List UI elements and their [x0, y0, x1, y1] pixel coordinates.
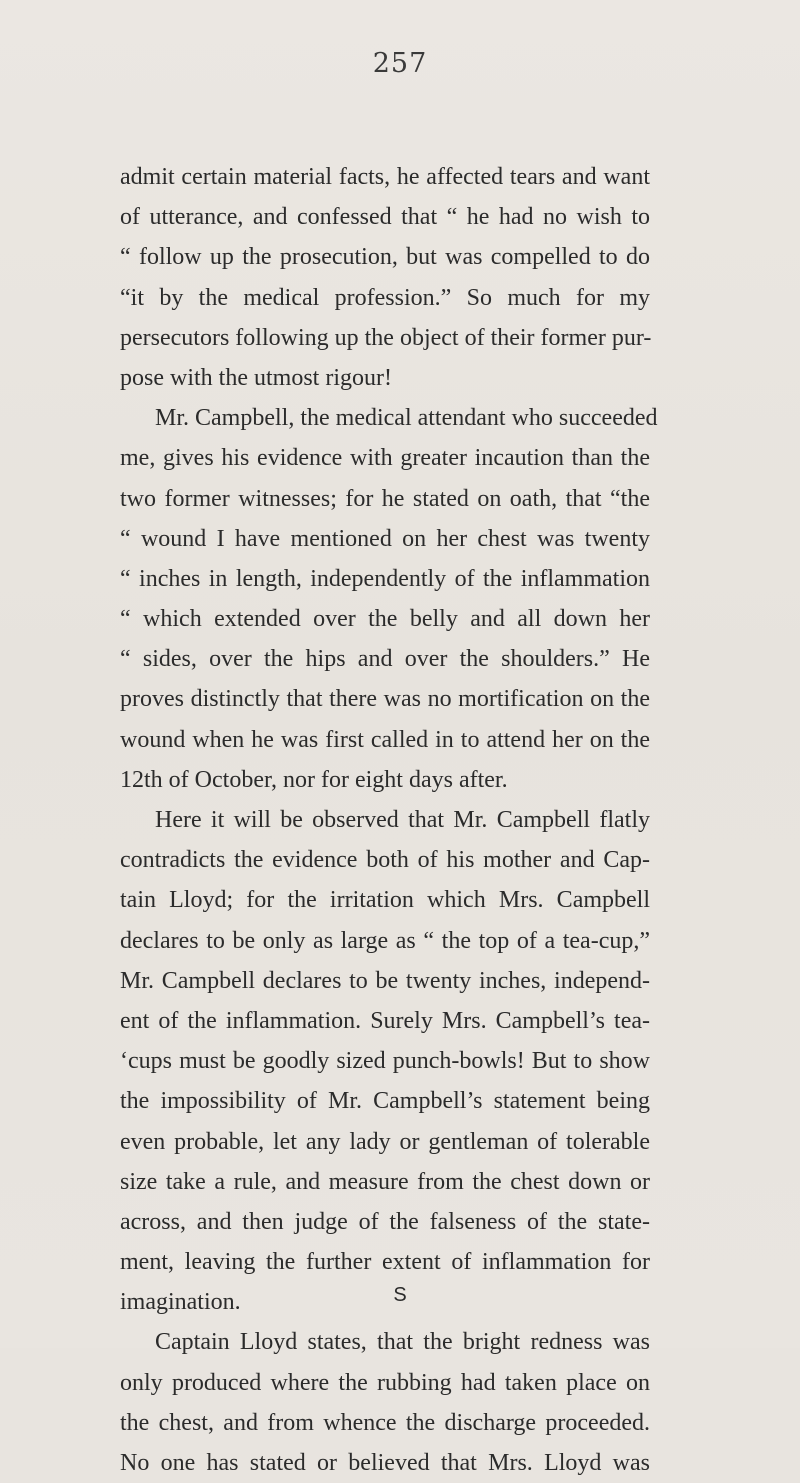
- text-line: imagination.: [120, 1289, 241, 1316]
- text-line: declares to be only as large as “ the top of a tea-cup,”: [120, 927, 650, 954]
- text-line: ment, leaving the further extent of inflammation for: [120, 1249, 650, 1276]
- text-line: Captain Lloyd states, that the bright redness was: [155, 1329, 650, 1356]
- text-line: wound when he was first called in to attend her on the: [120, 726, 650, 753]
- text-line: me, gives his evidence with greater incaution than the: [120, 445, 650, 472]
- text-line: Mr. Campbell declares to be twenty inches, independ-: [120, 967, 650, 994]
- text-line: the chest, and from whence the discharge proceeded.: [120, 1409, 650, 1436]
- text-line: of utterance, and confessed that “ he had no wish to: [120, 204, 650, 231]
- text-line: admit certain material facts, he affected tears and want: [120, 164, 650, 190]
- text-line: “ follow up the prosecution, but was compelled to do: [120, 244, 650, 271]
- text-line: persecutors following up the object of their former pur-: [120, 324, 652, 351]
- text-line: Mr. Campbell, the medical attendant who succeeded: [155, 405, 658, 432]
- text-line: size take a rule, and measure from the chest down or: [120, 1168, 650, 1195]
- text-line: ent of the inflammation. Surely Mrs. Campbell’s tea-: [120, 1007, 650, 1034]
- text-line: No one has stated or believed that Mrs. Lloyd was: [120, 1450, 650, 1476]
- page-number: 257: [372, 48, 428, 79]
- signature-mark: S: [393, 1284, 407, 1306]
- text-line: two former witnesses; for he stated on oath, that “the: [120, 485, 650, 512]
- text-line: contradicts the evidence both of his mother and Cap-: [120, 847, 650, 874]
- text-line: only produced where the rubbing had taken place on: [120, 1369, 650, 1396]
- text-line: tain Lloyd; for the irritation which Mrs. Campbell: [120, 887, 650, 914]
- text-line: 12th of October, nor for eight days after.: [120, 766, 508, 793]
- text-line: “ inches in length, independently of the inflammation: [120, 565, 650, 592]
- text-line: across, and then judge of the falseness of the state-: [120, 1208, 650, 1235]
- text-line: pose with the utmost rigour!: [120, 364, 392, 391]
- text-line: the impossibility of Mr. Campbell’s statement being: [120, 1088, 650, 1115]
- text-line: even probable, let any lady or gentleman of tolerable: [120, 1128, 650, 1155]
- text-line: proves distinctly that there was no mortification on the: [120, 686, 650, 713]
- text-line: “ sides, over the hips and over the shoulders.” He: [120, 646, 650, 673]
- text-line: “ which extended over the belly and all down her: [120, 606, 650, 633]
- text-line: “it by the medical profession.” So much for my: [120, 284, 650, 311]
- text-line: Here it will be observed that Mr. Campbell flatly: [155, 807, 650, 833]
- text-line: “ wound I have mentioned on her chest was twenty: [120, 525, 650, 552]
- text-line: ‘cups must be goodly sized punch-bowls! But to show: [120, 1048, 650, 1075]
